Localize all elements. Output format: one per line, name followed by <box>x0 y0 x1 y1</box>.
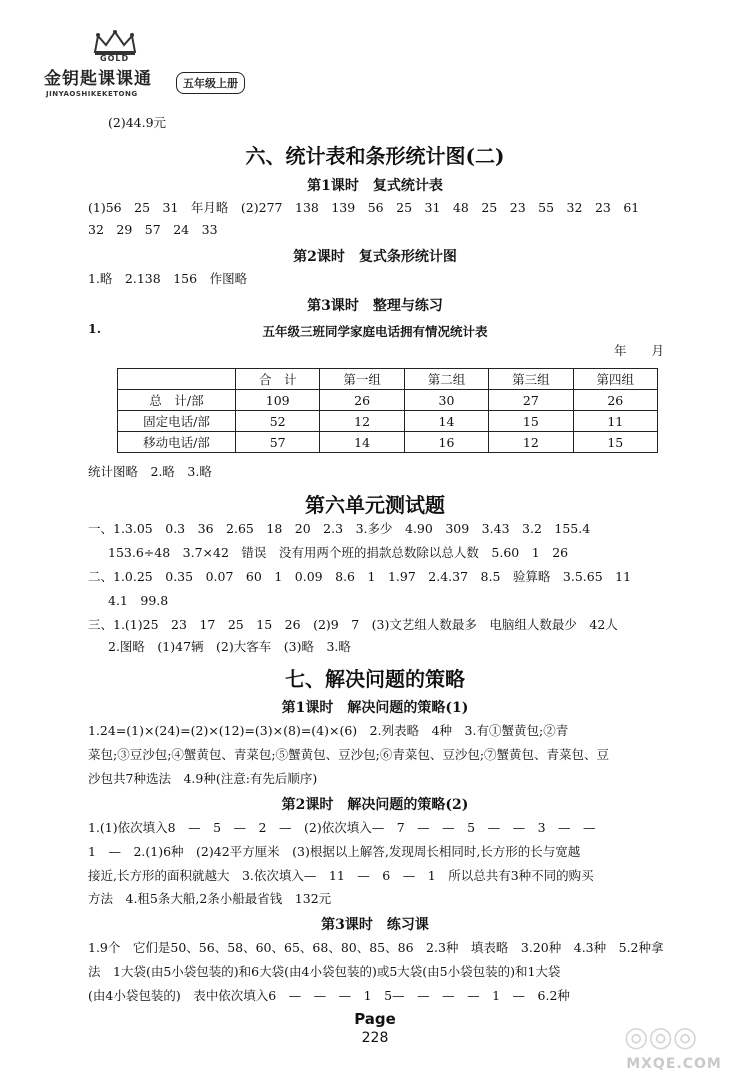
table-cell: 26 <box>573 390 657 411</box>
answer-line: 32 29 57 24 33 <box>88 222 218 237</box>
table-cell: 12 <box>320 411 404 432</box>
table-cell: 总 计/部 <box>118 390 236 411</box>
watermark-logo-icon: ◎◎◎ <box>624 1020 698 1053</box>
brand-logo <box>40 30 260 110</box>
lesson-title: 第3课时 整理与练习 <box>307 298 443 314</box>
question-number: 1. <box>88 321 102 336</box>
brand-name: 金钥匙课课通 <box>44 69 152 89</box>
table-header-cell: 第三组 <box>489 369 573 390</box>
answer-line: 1.(1)依次填入8 — 5 — 2 — (2)依次填入— 7 — — 5 — — 3 — — <box>88 820 596 835</box>
answer-line: 接近,长方形的面积就越大 3.依次填入— 11 — 6 — 1 所以总共有3种不同的购买 <box>88 868 594 883</box>
answer-line: 三、1.(1)25 23 17 25 15 26 (2)9 7 (3)文艺组人数最多 电脑组人数最少 42人 <box>88 617 618 632</box>
table-cell: 27 <box>489 390 573 411</box>
table-cell: 52 <box>236 411 320 432</box>
answer-line: 方法 4.租5条大船,2条小船最省钱 132元 <box>88 891 332 906</box>
table-date: 年 月 <box>614 343 665 358</box>
answer-line: (2)44.9元 <box>108 115 167 130</box>
answer-line: (由4小袋包装的) 表中依次填入6 — — — 1 5— — — — 1 — 6.2种 <box>88 988 570 1003</box>
table-cell: 16 <box>404 432 488 453</box>
answer-line: 1 — 2.(1)6种 (2)42平方厘米 (3)根据以上解答,发现周长相同时,长方形的长与宽越 <box>88 844 581 859</box>
lesson-title: 第2课时 复式条形统计图 <box>293 249 457 265</box>
table-cell: 15 <box>573 432 657 453</box>
page-number: 228 <box>361 1030 389 1046</box>
grade-badge: 五年级上册 <box>176 72 245 94</box>
answer-line: 二、1.0.25 0.35 0.07 60 1 0.09 8.6 1 1.97 2.4.37 8.5 验算略 3.5.65 11 <box>88 569 632 584</box>
table-header-cell: 合 计 <box>236 369 320 390</box>
crown-icon <box>92 30 138 56</box>
page-label: Page <box>354 1010 396 1028</box>
table-cell: 11 <box>573 411 657 432</box>
table-header-cell: 第一组 <box>320 369 404 390</box>
answer-line: 2.图略 (1)47辆 (2)大客车 (3)略 3.略 <box>108 639 351 654</box>
lesson-title: 第3课时 练习课 <box>321 917 429 933</box>
table-caption: 五年级三班同学家庭电话拥有情况统计表 <box>262 324 488 339</box>
lesson-title: 第2课时 解决问题的策略(2) <box>281 797 469 813</box>
table-cell: 109 <box>236 390 320 411</box>
table-row <box>118 432 658 453</box>
logo-gold-text: GOLD <box>100 54 130 63</box>
chapter-title: 六、统计表和条形统计图(二) <box>245 144 505 168</box>
table-cell: 57 <box>236 432 320 453</box>
answer-line: 1.略 2.138 156 作图略 <box>88 271 248 286</box>
table-cell: 12 <box>489 432 573 453</box>
table-cell: 14 <box>320 432 404 453</box>
table-cell: 固定电话/部 <box>118 411 236 432</box>
test-title: 第六单元测试题 <box>305 493 445 517</box>
watermark-url: MXQE.COM <box>626 1056 722 1072</box>
table-header-row <box>118 369 658 390</box>
answer-line: 一、1.3.05 0.3 36 2.65 18 20 2.3 3.多少 4.90 309 3.43 3.2 155.4 <box>88 521 591 536</box>
answer-line: 1.24=(1)×(24)=(2)×(12)=(3)×(8)=(4)×(6) 2.列表略 4种 3.有①蟹黄包;②青 <box>88 723 569 738</box>
table-header-cell: 第二组 <box>404 369 488 390</box>
answer-line: 菜包;③豆沙包;④蟹黄包、青菜包;⑤蟹黄包、豆沙包;⑥青菜包、豆沙包;⑦蟹黄包、青菜包、豆 <box>88 747 610 762</box>
table-cell: 26 <box>320 390 404 411</box>
table-cell: 30 <box>404 390 488 411</box>
table-cell: 15 <box>489 411 573 432</box>
answer-line: 法 1大袋(由5小袋包装的)和6大袋(由4小袋包装的)或5大袋(由5小袋包装的)和1大袋 <box>88 964 561 979</box>
watermark <box>610 1020 738 1076</box>
table-header-cell: 第四组 <box>573 369 657 390</box>
chapter-title: 七、解决问题的策略 <box>285 667 465 691</box>
answer-line: 沙包共7种选法 4.9种(注意:有先后顺序) <box>88 771 318 786</box>
lesson-title: 第1课时 复式统计表 <box>307 178 443 194</box>
table-row <box>118 390 658 411</box>
answer-line: 4.1 99.8 <box>108 593 169 608</box>
answer-line: 1.9个 它们是50、56、58、60、65、68、80、85、86 2.3种 填表略 3.20种 4.3种 5.2种拿 <box>88 940 664 955</box>
phone-stats-table <box>117 368 658 453</box>
answer-line: 153.6÷48 3.7×42 错误 没有用两个班的捐款总数除以总人数 5.60 1 26 <box>108 545 569 560</box>
brand-pinyin: JINYAOSHIKEKETONG <box>46 90 138 98</box>
answer-line: 统计图略 2.略 3.略 <box>88 464 212 479</box>
table-row <box>118 411 658 432</box>
answer-line: (1)56 25 31 年月略 (2)277 138 139 56 25 31 48 25 23 55 32 23 61 <box>88 200 640 215</box>
table-header-cell <box>118 369 236 390</box>
lesson-title: 第1课时 解决问题的策略(1) <box>281 700 469 716</box>
table-cell: 14 <box>404 411 488 432</box>
table-cell: 移动电话/部 <box>118 432 236 453</box>
